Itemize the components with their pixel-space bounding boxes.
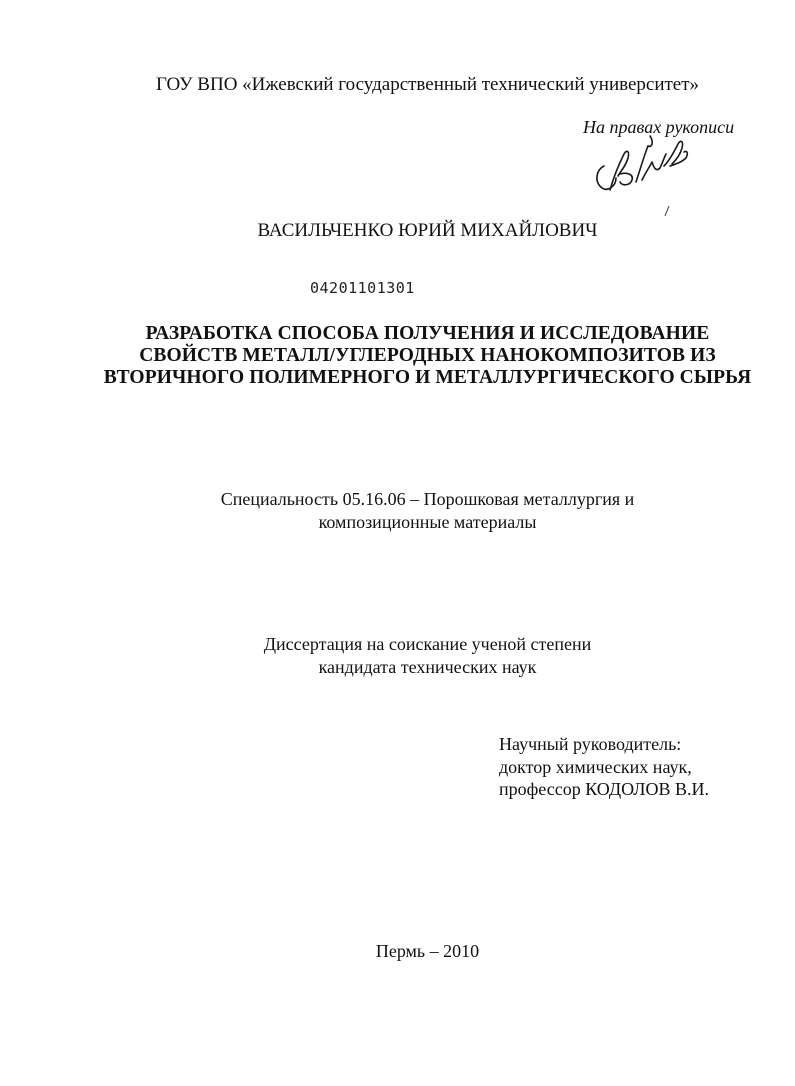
city-year: Пермь – 2010 <box>375 941 480 961</box>
title-line-3: ВТОРИЧНОГО ПОЛИМЕРНОГО И МЕТАЛЛУРГИЧЕСКОГО СЫРЬЯ <box>103 367 752 388</box>
advisor-block <box>499 733 709 801</box>
specialty-line-1: Специальность 05.16.06 – Порошковая металлургия и <box>220 489 635 509</box>
registration-code: 04201101301 <box>310 279 415 297</box>
degree-block <box>60 633 795 679</box>
title-line-2: СВОЙСТВ МЕТАЛЛ/УГЛЕРОДНЫХ НАНОКОМПОЗИТОВ ИЗ <box>139 345 716 366</box>
advisor-line-3: профессор КОДОЛОВ В.И. <box>499 779 709 799</box>
specialty-line-2: композиционные материалы <box>318 512 537 532</box>
advisor-line-1: Научный руководитель: <box>499 734 682 754</box>
title-line-1: РАЗРАБОТКА СПОСОБА ПОЛУЧЕНИЯ И ИССЛЕДОВАНИЕ <box>145 323 710 344</box>
institution-name: ГОУ ВПО «Ижевский государственный технический университет» <box>155 74 700 95</box>
degree-line-2: кандидата технических наук <box>318 657 537 677</box>
dissertation-title <box>60 323 795 389</box>
author-name: ВАСИЛЬЧЕНКО ЮРИЙ МИХАЙЛОВИЧ <box>257 220 598 241</box>
degree-line-1: Диссертация на соискание ученой степени <box>263 634 592 654</box>
stray-mark <box>664 205 670 217</box>
specialty-block <box>60 488 795 534</box>
rights-note: На правах рукописи <box>583 117 735 137</box>
advisor-line-2: доктор химических наук, <box>499 756 692 777</box>
handwritten-signature <box>590 132 700 194</box>
